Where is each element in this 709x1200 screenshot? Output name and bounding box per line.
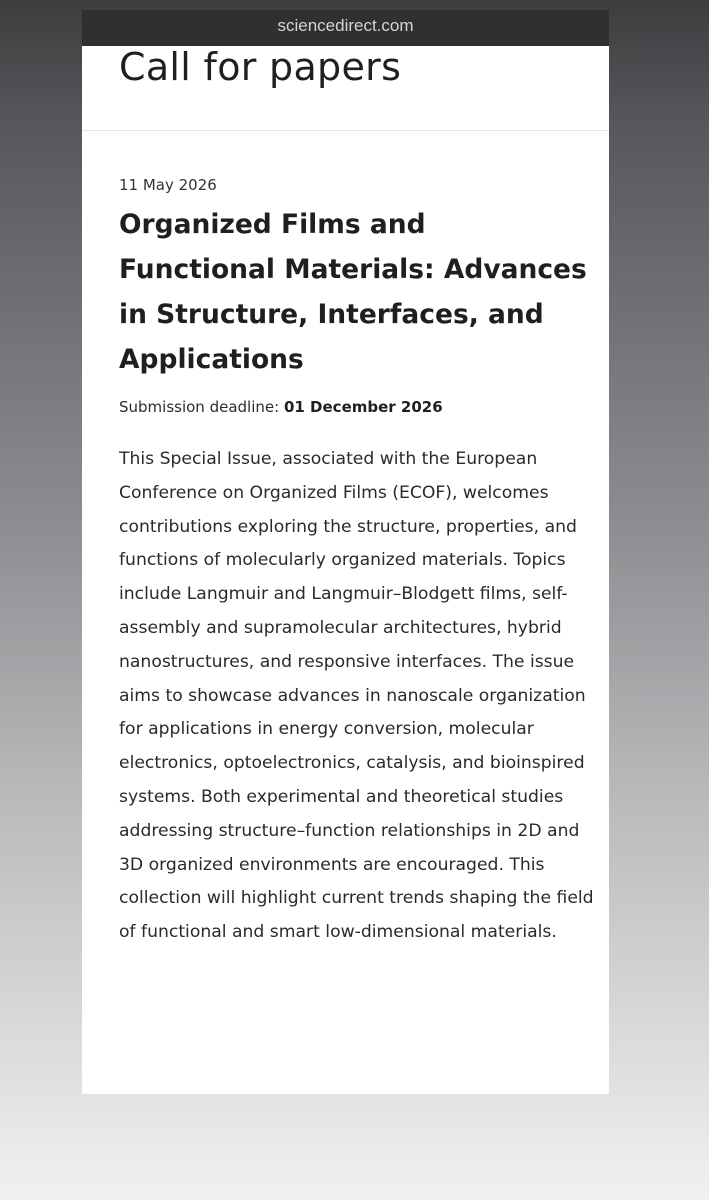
page-header — [82, 46, 609, 131]
deadline-label: Submission deadline: — [119, 398, 280, 416]
submission-deadline — [119, 397, 443, 417]
address-bar[interactable] — [82, 10, 609, 46]
content-card — [82, 46, 609, 1094]
deadline-value: 01 December 2026 — [283, 398, 443, 416]
address-bar-url[interactable]: sciencedirect.com — [277, 16, 414, 35]
article-title: Organized Films and Functional Materials: Advances in Structure, Interfaces, and Applications — [119, 209, 587, 375]
page-title: Call for papers — [119, 45, 402, 89]
publication-date: 11 May 2026 — [119, 176, 217, 194]
article-description: This Special Issue, associated with the European Conference on Organized Films (ECOF), welcomes contributions exploring the structure, properties, and functions of molecularly organized materials. Topics include Langmuir and Langmuir–Blodgett films, self-assembly and supramolecular architectures, hybrid nanostructures, and responsive interfaces. The issue aims to showcase advances in nanoscale organization for applications in energy conversion, molecular electronics, optoelectronics, catalysis, and bioinspired systems. Both experimental and theoretical studies addressing structure–function relationships in 2D and 3D organized environments are encouraged. This collection will highlight current trends shaping the field of functional and smart low-dimensional materials. — [119, 449, 594, 943]
